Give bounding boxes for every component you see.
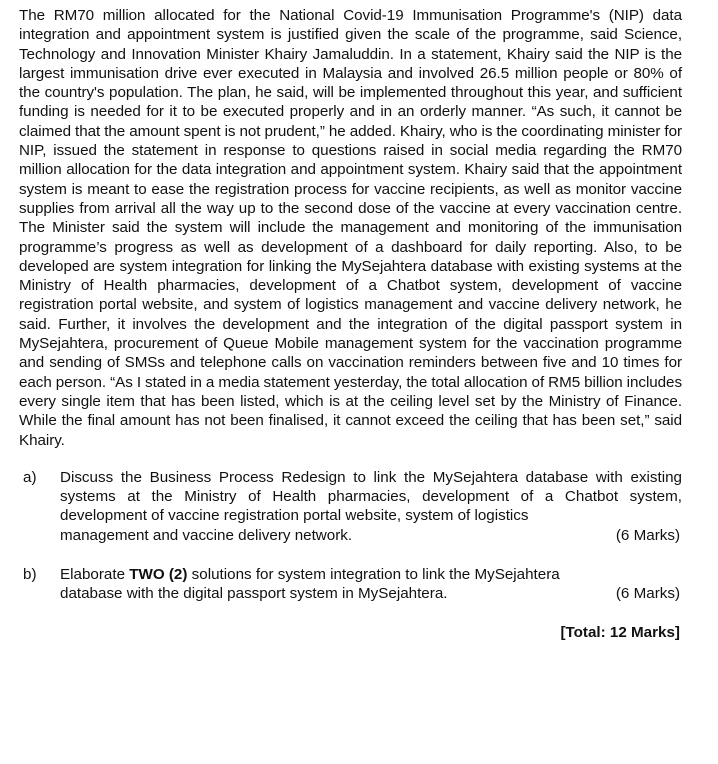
- question-a-marks: (6 Marks): [615, 526, 680, 544]
- question-a-label: a): [23, 468, 37, 486]
- question-b-last-text: database with the digital passport system in MySejahtera.: [60, 585, 448, 603]
- case-passage: The RM70 million allocated for the National Covid-19 Immunisation Programme's (NIP) data integration and appointment system is justified given the scale of the programme, said Science, Technology and Innovation Minister Khairy Jamaluddin. In a statement, Khairy said the NIP is the largest immunisation drive ever executed in Malaysia and involved 26.5 million people or 80% of the country's population. The plan, he said, will be implemented throughout this year, and sufficient funding is needed for it to be executed properly and in an orderly manner. “As such, it cannot be claimed that the amount spent is not prudent,” he added. Khairy, who is the coordinating minister for NIP, issued the statement in response to questions raised in social media regarding the RM70 million allocation for the data integration and appointment system. Khairy said that the appointment system is meant to ease the registration process for vaccine recipients, as well as monitor vaccine supplies from arrival all the way up to the second dose of the vaccine at every vaccination centre. The Minister said the system will include the management and monitoring of the immunisation programme’s progress as well as development of a dashboard for daily reporting. Also, to be developed are system integration for linking the MySejahtera database with existing systems at the Ministry of Health pharmacies, development of a Chatbot system, development of vaccine registration portal website, and system of logistics management and vaccine delivery network, he said. Further, it involves the development and the integration of the digital passport system in MySejahtera, procurement of Queue Mobile management system for the vaccination programme and sending of SMSs and telephone calls on vaccination reminders between five and 10 times for each person. “As I stated in a media statement yesterday, the total allocation of RM5 billion includes every single item that has been listed, which is at the ceiling level set by the Ministry of Finance. While the final amount has not been finalised, it cannot exceed the ceiling that has been set,” said Khairy.: [19, 7, 682, 449]
- question-b-marks: (6 Marks): [615, 585, 680, 603]
- question-a-text: Discuss the Business Process Redesign to link the MySejahtera database with existing systems at the Ministry of Health pharmacies, development of a Chatbot system, development of vaccine registration portal website, system of logistics: [60, 468, 682, 525]
- question-b-label: b): [23, 566, 37, 584]
- question-b-bold-count: TWO (2): [129, 566, 188, 584]
- question-b-last-line: [60, 584, 682, 603]
- question-b-text-start: Elaborate: [60, 566, 130, 584]
- question-b-text-end: solutions for system integration to link the MySejahtera: [187, 566, 560, 584]
- question-b: [19, 565, 682, 604]
- question-a-last-text: management and vaccine delivery network.: [60, 526, 353, 544]
- question-a-last-line: [60, 526, 682, 545]
- question-a: [19, 468, 682, 545]
- total-marks: [Total: 12 Marks]: [560, 623, 680, 641]
